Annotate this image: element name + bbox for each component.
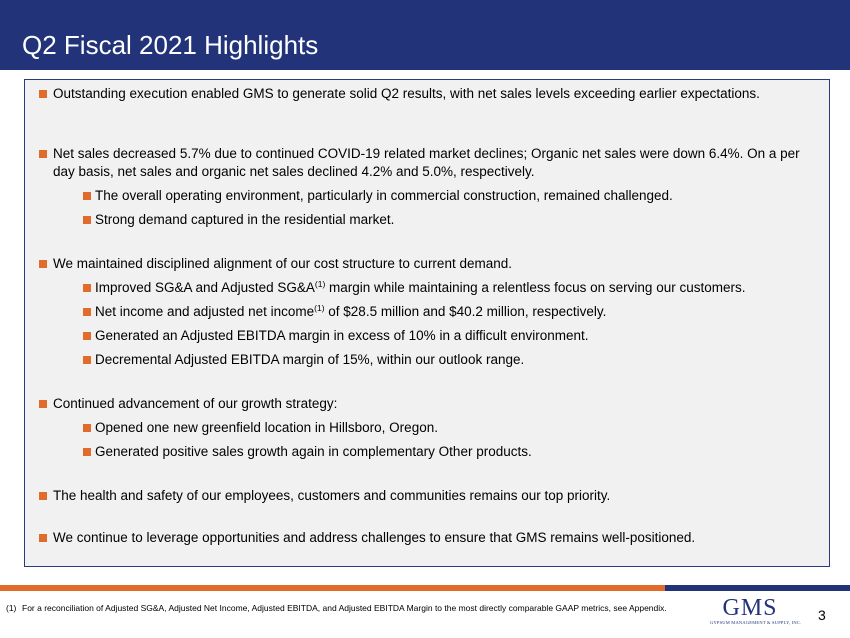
bullet-text: Opened one new greenfield location in Hillsboro, Oregon. [95,420,438,435]
bullet-text-part: Net income and adjusted net income [95,304,315,319]
page-title: Q2 Fiscal 2021 Highlights [22,30,319,60]
sub-bullet-decremental-ebitda [83,351,823,369]
bullet-square-icon [39,260,47,268]
bullet-text: Strong demand captured in the residential market. [95,212,395,227]
footer-stripe-navy [665,585,850,591]
bullet-text: Outstanding execution enabled GMS to generate solid Q2 results, with net sales levels exceeding earlier expectations. [53,86,760,101]
bullet-text-part: Improved SG&A and Adjusted SG&A [95,280,315,295]
bullet-square-icon [39,492,47,500]
highlights-panel [24,79,830,567]
page-number: 3 [818,607,826,623]
bullet-square-icon [39,150,47,158]
gms-logo [710,595,802,628]
bullet-text: Generated positive sales growth again in complementary Other products. [95,444,532,459]
bullet-growth-strategy [39,395,819,413]
sub-bullet-sga-margin [83,279,823,297]
logo-tagline: GYPSUM MANAGEMENT & SUPPLY, INC. [710,620,802,625]
bullet-text: Continued advancement of our growth strategy: [53,396,338,411]
sub-bullet-ebitda-margin [83,327,823,345]
footnote-marker: (1) [314,279,326,289]
sub-bullet-operating-environment [83,187,823,205]
footer-stripe-orange [0,585,665,591]
footnote [6,603,706,614]
bullet-square-icon [83,356,91,364]
sub-bullet-residential-demand [83,211,823,229]
bullet-square-icon [83,332,91,340]
bullet-square-icon [39,400,47,408]
bullet-net-sales [39,145,819,181]
bullet-square-icon [83,308,91,316]
bullet-text: Generated an Adjusted EBITDA margin in excess of 10% in a difficult environment. [95,328,589,343]
bullet-text: Net sales decreased 5.7% due to continued COVID-19 related market declines; Organic net sales were down 6.4%. On a per day basis, net sales and organic net sales declined 4.2% and 5.0%, respectively. [53,146,800,179]
bullet-square-icon [83,424,91,432]
sub-bullet-net-income [83,303,823,321]
bullet-cost-structure [39,255,819,273]
bullet-text [95,303,823,321]
bullet-text-part: of $28.5 million and $40.2 million, respectively. [324,304,607,319]
bullet-text: The overall operating environment, particularly in commercial construction, remained challenged. [95,188,673,203]
title-bar [0,0,850,70]
bullet-health-safety [39,487,819,505]
bullet-text: We continue to leverage opportunities and address challenges to ensure that GMS remains well-positioned. [53,530,696,545]
bullet-square-icon [83,216,91,224]
bullet-square-icon [39,90,47,98]
bullet-square-icon [39,534,47,542]
bullet-outstanding-execution [39,85,819,103]
bullet-text: Decremental Adjusted EBITDA margin of 15%, within our outlook range. [95,352,525,367]
footnote-number: (1) [6,603,17,613]
bullet-text: The health and safety of our employees, customers and communities remains our top priority. [53,488,611,503]
bullet-text [95,279,823,297]
bullet-square-icon [83,284,91,292]
footnote-marker: (1) [314,303,325,313]
sub-bullet-other-products [83,443,823,461]
logo-wordmark: GMS [722,595,778,621]
bullet-text-part: margin while maintaining a relentless focus on serving our customers. [325,280,746,295]
sub-bullet-greenfield-location [83,419,823,437]
footnote-text: For a reconciliation of Adjusted SG&A, Adjusted Net Income, Adjusted EBITDA, and Adjusted EBITDA Margin to the most directly comparable GAAP metrics, see Appendix. [22,603,667,613]
bullet-square-icon [83,192,91,200]
bullet-square-icon [83,448,91,456]
bullet-text: We maintained disciplined alignment of our cost structure to current demand. [53,256,512,271]
bullet-well-positioned [39,529,819,547]
